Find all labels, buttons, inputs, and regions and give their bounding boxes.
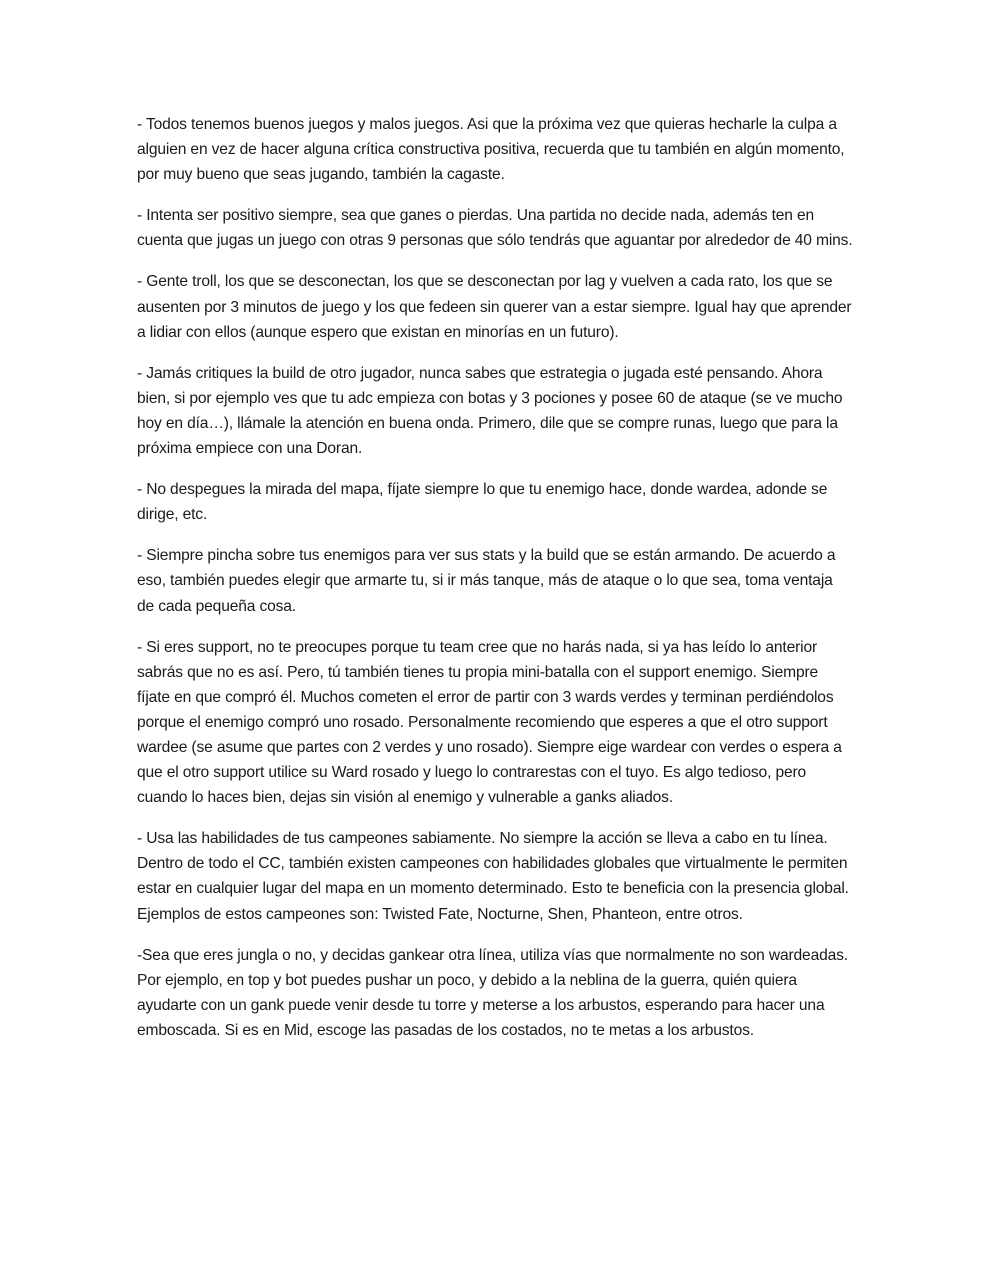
paragraph-5: - No despegues la mirada del mapa, fíjate siempre lo que tu enemigo hace, donde wardea, adonde se dirige, etc.: [137, 481, 828, 524]
paragraph-4: - Jamás critiques la build de otro jugador, nunca sabes que estrategia o jugada esté pensando. Ahora bien, si por ejemplo ves que tu adc empieza con botas y 3 pociones y posee 60 de ataque (se ve mucho hoy en día…), llámale la atención en buena onda. Primero, dile que se compre runas, luego que para la próxima empiece con una Doran.: [137, 364, 843, 458]
document-body: [137, 112, 853, 1059]
paragraph-7: - Si eres support, no te preocupes porque tu team cree que no harás nada, si ya has leído lo anterior sabrás que no es así. Pero, tú también tienes tu propia mini-batalla con el support enemigo. Siempre fíjate en que compró él. Muchos cometen el error de partir con 3 wards verdes y terminan perdiéndolos porque el enemigo compró uno rosado. Personalmente recomiendo que esperes a que el otro support wardee (se asume que partes con 2 verdes y uno rosado). Siempre eige wardear con verdes o espera a que el otro support utilice su Ward rosado y luego lo contrarestas con el tuyo. Es algo tedioso, pero cuando lo haces bien, dejas sin visión al enemigo y vulnerable a ganks aliados.: [137, 638, 842, 807]
paragraph-2: - Intenta ser positivo siempre, sea que ganes o pierdas. Una partida no decide nada, además ten en cuenta que jugas un juego con otras 9 personas que sólo tendrás que aguantar por alrededor de 40 mins.: [137, 207, 853, 250]
paragraph-3: - Gente troll, los que se desconectan, los que se desconectan por lag y vuelven a cada rato, los que se ausenten por 3 minutos de juego y los que fedeen sin querer van a estar siempre. Igual hay que aprender a lidiar con ellos (aunque espero que existan en minorías en un futuro).: [137, 273, 852, 341]
paragraph-1: - Todos tenemos buenos juegos y malos juegos. Asi que la próxima vez que quieras hecharle la culpa a alguien en vez de hacer alguna crítica constructiva positiva, recuerda que tu también en algún momento, por muy bueno que seas jugando, también la cagaste.: [137, 116, 845, 184]
paragraph-8: - Usa las habilidades de tus campeones sabiamente. No siempre la acción se lleva a cabo en tu línea. Dentro de todo el CC, también existen campeones con habilidades globales que virtualmente le permiten estar en cualquier lugar del mapa en un momento determinado. Esto te beneficia con la presencia global. Ejemplos de estos campeones son: Twisted Fate, Nocturne, Shen, Phanteon, entre otros.: [137, 830, 849, 923]
paragraph-9: -Sea que eres jungla o no, y decidas gankear otra línea, utiliza vías que normalmente no son wardeadas. Por ejemplo, en top y bot puedes pushar un poco, y debido a la neblina de la guerra, quién quiera ayudarte con un gank puede venir desde tu torre y meterse a los arbustos, esperando para hacer una emboscada. Si es en Mid, escoge las pasadas de los costados, no te metas a los arbustos.: [137, 946, 848, 1039]
paragraph-6: - Siempre pincha sobre tus enemigos para ver sus stats y la build que se están armando. De acuerdo a eso, también puedes elegir que armarte tu, si ir más tanque, más de ataque o lo que sea, toma ventaja de cada pequeña cosa.: [137, 547, 836, 615]
